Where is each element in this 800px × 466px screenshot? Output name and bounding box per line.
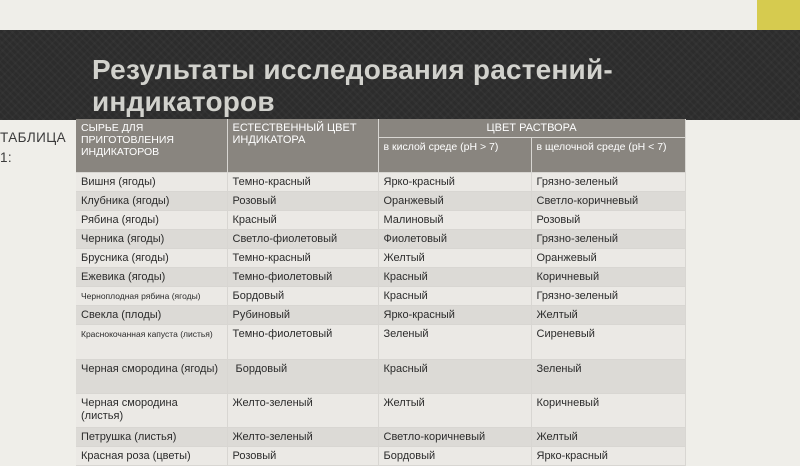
cell-raw: Черная смородина (листья) <box>76 394 227 428</box>
cell-acid: Желтый <box>378 249 531 268</box>
cell-alkaline: Грязно-зеленый <box>531 230 685 249</box>
slide-title: Результаты исследования растений-индикаторов <box>92 54 613 117</box>
cell-acid: Светло-коричневый <box>378 428 531 447</box>
cell-natural: Желто-зеленый <box>227 428 378 447</box>
cell-acid: Ярко-красный <box>378 306 531 325</box>
cell-raw: Рябина (ягоды) <box>76 211 227 230</box>
cell-alkaline: Сиреневый <box>531 325 685 360</box>
header-natural-color: ЕСТЕСТВЕННЫЙ ЦВЕТ ИНДИКАТОРА <box>227 119 378 173</box>
cell-acid: Фиолетовый <box>378 230 531 249</box>
cell-natural: Желто-зеленый <box>227 394 378 428</box>
cell-natural: Темно-фиолетовый <box>227 268 378 287</box>
cell-raw: Черника (ягоды) <box>76 230 227 249</box>
cell-alkaline: Коричневый <box>531 394 685 428</box>
table-row <box>76 173 685 192</box>
header-raw-material: СЫРЬЕ ДЛЯ ПРИГОТОВЛЕНИЯ ИНДИКАТОРОВ <box>76 119 227 173</box>
cell-alkaline: Зеленый <box>531 360 685 394</box>
table-row <box>76 428 685 447</box>
table-row <box>76 211 685 230</box>
top-strip <box>0 0 800 30</box>
cell-alkaline: Оранжевый <box>531 249 685 268</box>
cell-natural: Розовый <box>227 192 378 211</box>
table-row <box>76 268 685 287</box>
cell-alkaline: Светло-коричневый <box>531 192 685 211</box>
table-row <box>76 249 685 268</box>
accent-square <box>757 0 800 31</box>
cell-natural: Бордовый <box>227 287 378 306</box>
table-row <box>76 287 685 306</box>
header-alkaline: в щелочной среде (рН < 7) <box>531 138 685 173</box>
cell-alkaline: Желтый <box>531 428 685 447</box>
cell-raw: Брусника (ягоды) <box>76 249 227 268</box>
cell-natural: Розовый <box>227 447 378 466</box>
cell-raw: Петрушка (листья) <box>76 428 227 447</box>
cell-alkaline: Грязно-зеленый <box>531 173 685 192</box>
cell-raw: Вишня (ягоды) <box>76 173 227 192</box>
cell-alkaline: Розовый <box>531 211 685 230</box>
cell-natural: Рубиновый <box>227 306 378 325</box>
header-solution-color: ЦВЕТ РАСТВОРА <box>378 119 685 138</box>
cell-natural: Темно-красный <box>227 173 378 192</box>
cell-alkaline: Желтый <box>531 306 685 325</box>
cell-acid: Красный <box>378 287 531 306</box>
cell-alkaline: Коричневый <box>531 268 685 287</box>
table-row <box>76 192 685 211</box>
cell-acid: Красный <box>378 268 531 287</box>
cell-natural: Бордовый <box>227 360 378 394</box>
table-row <box>76 325 685 360</box>
table-row <box>76 394 685 428</box>
header-acid: в кислой среде (рН > 7) <box>378 138 531 173</box>
cell-raw: Красная роза (цветы) <box>76 447 227 466</box>
cell-acid: Красный <box>378 360 531 394</box>
cell-acid: Оранжевый <box>378 192 531 211</box>
cell-natural: Красный <box>227 211 378 230</box>
table-caption: ТАБЛИЦА 1: <box>0 130 67 165</box>
cell-raw: Черноплодная рябина (ягоды) <box>76 287 227 306</box>
cell-raw: Краснокочанная капуста (листья) <box>76 325 227 360</box>
cell-acid: Ярко-красный <box>378 173 531 192</box>
cell-acid: Бордовый <box>378 447 531 466</box>
cell-raw: Черная смородина (ягоды) <box>76 360 227 394</box>
cell-acid: Зеленый <box>378 325 531 360</box>
cell-natural: Темно-красный <box>227 249 378 268</box>
cell-raw: Свекла (плоды) <box>76 306 227 325</box>
table-row <box>76 306 685 325</box>
cell-alkaline: Ярко-красный <box>531 447 685 466</box>
cell-acid: Малиновый <box>378 211 531 230</box>
table-row <box>76 447 685 466</box>
cell-natural: Светло-фиолетовый <box>227 230 378 249</box>
cell-alkaline: Грязно-зеленый <box>531 287 685 306</box>
cell-raw: Ежевика (ягоды) <box>76 268 227 287</box>
cell-acid: Желтый <box>378 394 531 428</box>
indicator-table <box>76 119 686 466</box>
table-row <box>76 360 685 394</box>
table-row <box>76 230 685 249</box>
cell-natural: Темно-фиолетовый <box>227 325 378 360</box>
cell-raw: Клубника (ягоды) <box>76 192 227 211</box>
